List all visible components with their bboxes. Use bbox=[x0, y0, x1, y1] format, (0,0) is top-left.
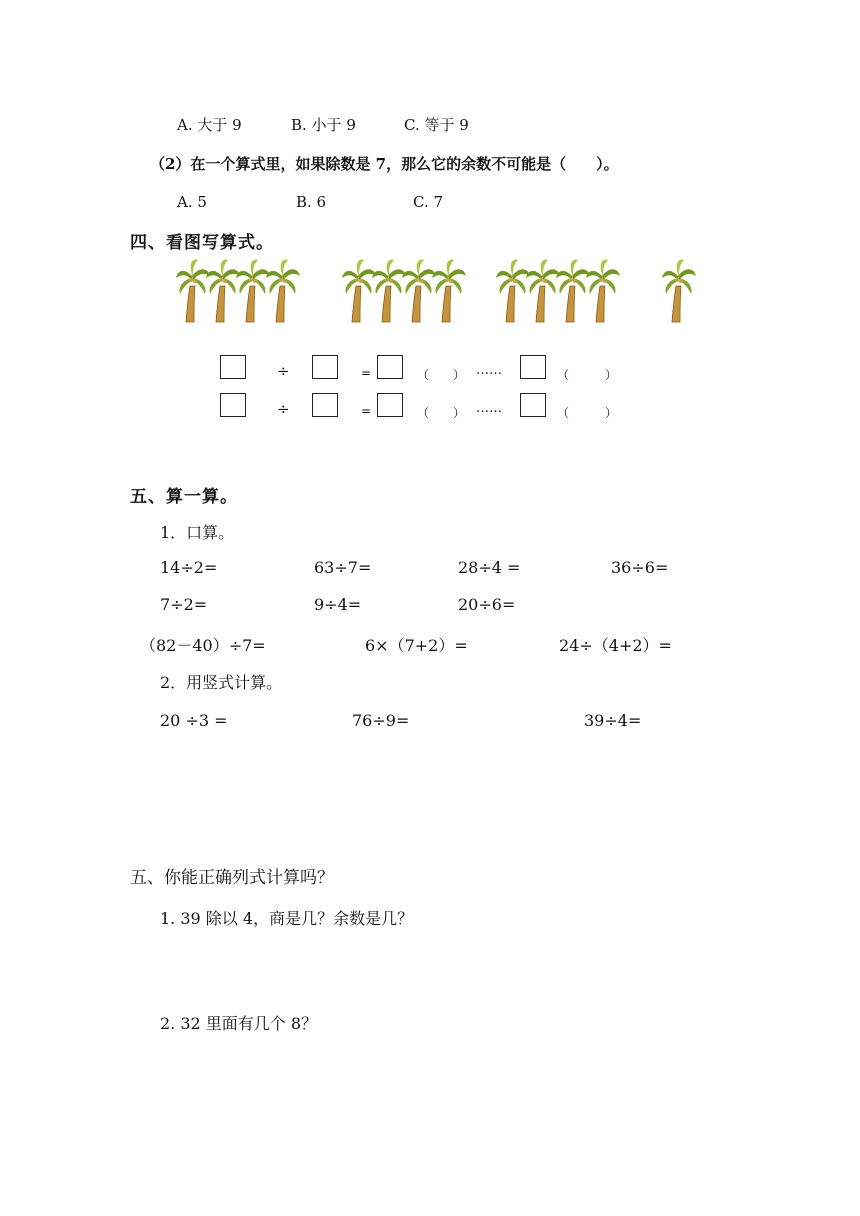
division-sign: ÷ bbox=[277, 362, 290, 380]
oral-problem: 14÷2= bbox=[160, 558, 218, 577]
palm-tree-icon bbox=[432, 258, 466, 324]
vertical-calc-title: 2．用竖式计算。 bbox=[160, 673, 283, 692]
division-sign: ÷ bbox=[277, 400, 290, 418]
equals-sign: = bbox=[361, 366, 372, 380]
vertical-problem: 76÷9= bbox=[352, 711, 410, 730]
answer-box-remainder-1[interactable] bbox=[520, 355, 546, 379]
unit-blank-2[interactable]: （ ） bbox=[557, 368, 618, 382]
answer-box-divisor-1[interactable] bbox=[312, 355, 338, 379]
palm-tree-icon bbox=[496, 258, 530, 324]
answer-box-quotient-1[interactable] bbox=[377, 355, 403, 379]
vertical-problem: 20 ÷3 = bbox=[160, 711, 228, 730]
oral-problem: 9÷4= bbox=[314, 595, 362, 614]
answer-box-quotient-2[interactable] bbox=[377, 393, 403, 417]
q2-option-b: B. 6 bbox=[296, 193, 327, 211]
unit-blank-1[interactable]: （ ） bbox=[417, 368, 466, 382]
oral-problem: 24÷（4+2）= bbox=[559, 636, 672, 655]
palm-tree-icon bbox=[526, 258, 560, 324]
palm-tree-icon bbox=[556, 258, 590, 324]
oral-problem: 28÷4 = bbox=[458, 558, 521, 577]
q2-option-c: C. 7 bbox=[413, 193, 444, 211]
palm-tree-icon bbox=[662, 258, 696, 324]
answer-box-dividend-1[interactable] bbox=[220, 355, 246, 379]
answer-box-dividend-2[interactable] bbox=[220, 393, 246, 417]
q1-option-c: C. 等于 9 bbox=[404, 116, 469, 134]
q2-option-a: A. 5 bbox=[177, 193, 207, 211]
palm-tree-icon bbox=[176, 258, 210, 324]
palm-tree-icon bbox=[206, 258, 240, 324]
vertical-problem: 39÷4= bbox=[584, 711, 642, 730]
oral-problem: 7÷2= bbox=[160, 595, 208, 614]
palm-tree-icon bbox=[342, 258, 376, 324]
unit-blank-3[interactable]: （ ） bbox=[417, 406, 466, 420]
oral-problem: （82－40）÷7= bbox=[140, 636, 266, 655]
palm-tree-illustration bbox=[0, 258, 860, 328]
oral-problem: 6×（7+2）= bbox=[365, 636, 468, 655]
palm-tree-icon bbox=[402, 258, 436, 324]
q1-option-b: B. 小于 9 bbox=[291, 116, 356, 134]
unit-blank-4[interactable]: （ ） bbox=[557, 406, 618, 420]
oral-problem: 63÷7= bbox=[314, 558, 372, 577]
question-2-text: （2）在一个算式里，如果除数是 7，那么它的余数不可能是（ ）。 bbox=[150, 155, 619, 173]
palm-tree-icon bbox=[236, 258, 270, 324]
oral-problem: 20÷6= bbox=[458, 595, 516, 614]
word-problem-2: 2. 32 里面有几个 8？ bbox=[160, 1014, 318, 1033]
q1-option-a: A. 大于 9 bbox=[177, 116, 242, 134]
oral-calc-title: 1．口算。 bbox=[160, 523, 235, 542]
oral-problem: 36÷6= bbox=[611, 558, 669, 577]
palm-tree-icon bbox=[266, 258, 300, 324]
equals-sign: = bbox=[361, 404, 372, 418]
remainder-dots: …… bbox=[476, 401, 502, 416]
answer-box-remainder-2[interactable] bbox=[520, 393, 546, 417]
section-4-title: 四、看图写算式。 bbox=[130, 233, 274, 253]
section-5-title: 五、算一算。 bbox=[130, 487, 238, 507]
word-problem-1: 1. 39 除以 4，商是几？余数是几？ bbox=[160, 909, 414, 928]
answer-box-divisor-2[interactable] bbox=[312, 393, 338, 417]
remainder-dots: …… bbox=[476, 363, 502, 378]
section-5b-title: 五、你能正确列式计算吗？ bbox=[130, 868, 334, 888]
palm-tree-icon bbox=[372, 258, 406, 324]
palm-tree-icon bbox=[586, 258, 620, 324]
